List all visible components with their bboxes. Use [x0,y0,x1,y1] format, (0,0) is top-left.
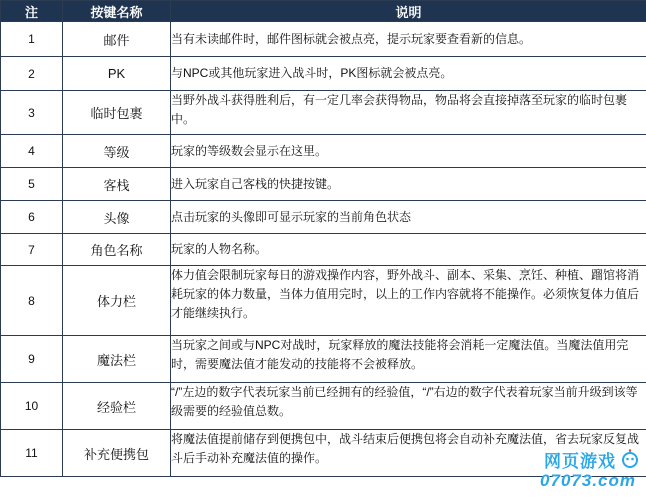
row-desc: 当野外战斗获得胜利后，有一定几率会获得物品，物品将会直接掉落至玩家的临时包裹中。 [171,91,646,135]
row-name: 魔法栏 [63,336,171,383]
row-num: 2 [1,57,63,91]
header-desc: 说明 [171,1,646,22]
row-name: 头像 [63,201,171,234]
row-name: 补充便携包 [63,430,171,477]
table-row [1,168,646,201]
row-num: 3 [1,91,63,135]
table-row [1,91,646,135]
row-num: 8 [1,266,63,336]
row-name: 角色名称 [63,234,171,266]
table-row [1,201,646,234]
row-num: 6 [1,201,63,234]
row-num: 4 [1,135,63,168]
row-name: 客栈 [63,168,171,201]
row-name: 体力栏 [63,266,171,336]
row-desc: 与NPC或其他玩家进入战斗时，PK图标就会被点亮。 [171,57,646,91]
table-row [1,22,646,57]
row-num: 10 [1,383,63,430]
row-desc: 点击玩家的头像即可显示玩家的当前角色状态 [171,201,646,234]
row-name: 邮件 [63,22,171,57]
row-num: 5 [1,168,63,201]
row-name: 等级 [63,135,171,168]
row-num: 9 [1,336,63,383]
header-name: 按键名称 [63,1,171,22]
row-desc: 当有未读邮件时，邮件图标就会被点亮，提示玩家要查看新的信息。 [171,22,646,57]
header-num: 注 [1,1,63,22]
row-num: 7 [1,234,63,266]
watermark-title: 网页游戏 [544,452,616,471]
header-row [1,1,646,22]
table-row [1,383,646,430]
row-name: PK [63,57,171,91]
row-desc: 当玩家之间或与NPC对战时，玩家释放的魔法技能将会消耗一定魔法值。当魔法值用完时，需要魔法值才能发动的技能将不会被释放。 [171,336,646,383]
row-name: 经验栏 [63,383,171,430]
row-desc: 玩家的人物名称。 [171,234,646,266]
row-num: 1 [1,22,63,57]
row-name: 临时包裹 [63,91,171,135]
row-num: 11 [1,430,63,477]
row-desc: “/”左边的数字代表玩家当前已经拥有的经验值，“/”右边的数字代表着玩家当前升级到该等级需要的经验值总数。 [171,383,646,430]
table-row [1,135,646,168]
site-watermark [520,445,640,497]
table-row [1,266,646,336]
table-row [1,234,646,266]
table-row [1,336,646,383]
watermark-domain: 07073.com [540,471,636,490]
row-desc: 将魔法值提前储存到便携包中，战斗结束后便携包将会自动补充魔法值，省去玩家反复战斗后手动补充魔法值的操作。 [171,430,646,477]
row-desc: 玩家的等级数会显示在这里。 [171,135,646,168]
row-desc: 体力值会限制玩家每日的游戏操作内容，野外战斗、副本、采集、烹饪、种植、蹓馆将消耗玩家的体力数量，当体力值用完时，以上的工作内容就将不能操作。必须恢复体力值后才能继续执行。 [171,266,646,336]
row-desc: 进入玩家自己客栈的快捷按键。 [171,168,646,201]
table-row [1,57,646,91]
mascot-icon [620,449,640,469]
